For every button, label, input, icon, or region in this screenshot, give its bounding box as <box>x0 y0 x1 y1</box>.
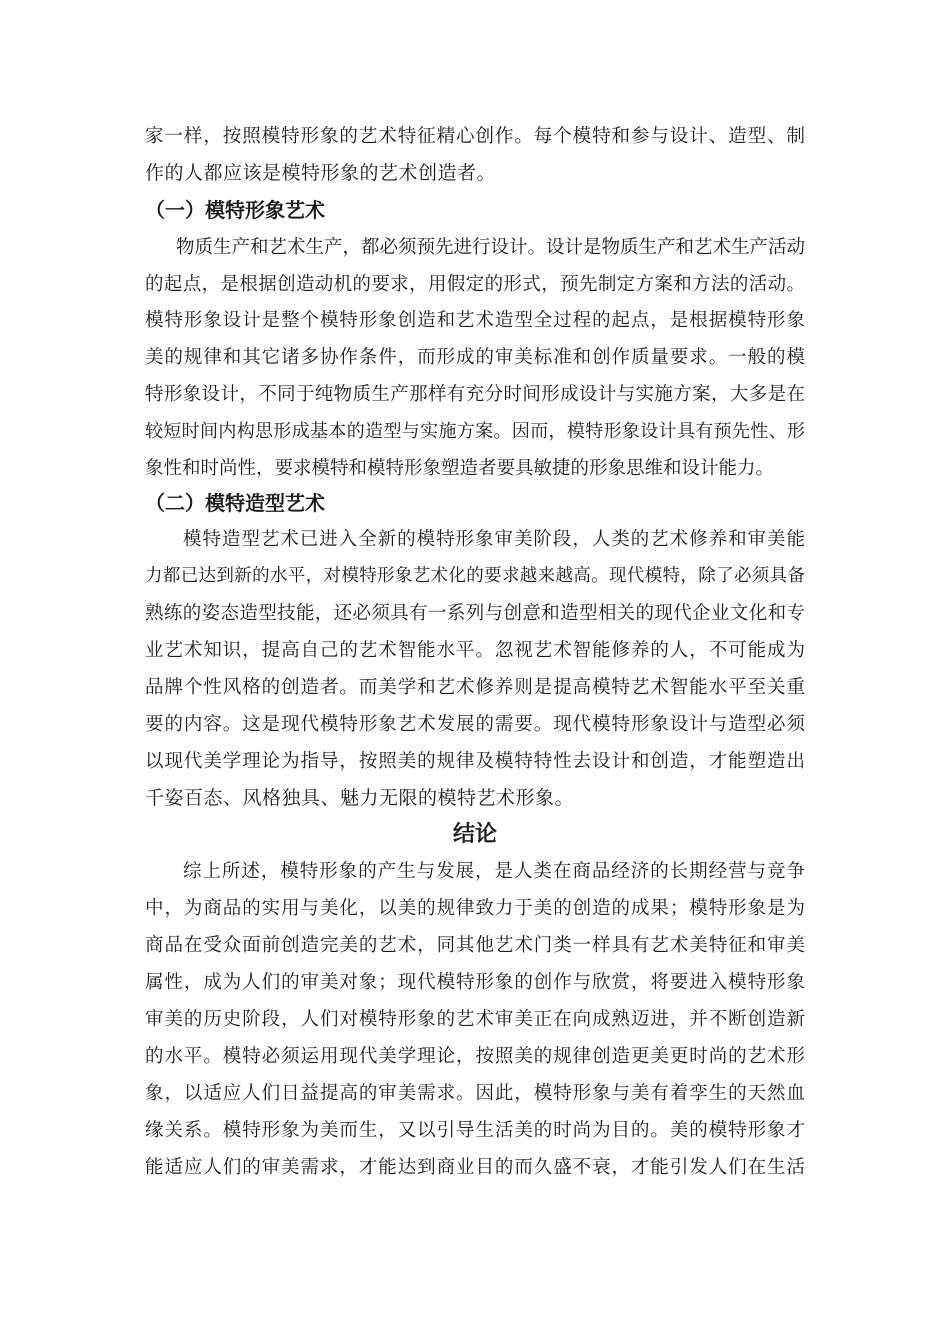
paragraph-line: 以现代美学理论为指导，按照美的规律及模特特性去设计和创造，才能塑造出 <box>145 751 805 772</box>
paragraph-line: 模特造型艺术已进入全新的模特形象审美阶段，人类的艺术修养和审美能 <box>183 529 805 550</box>
paragraph-line: 品牌个性风格的创造者。而美学和艺术修养则是提高模特艺术智能水平至关重 <box>145 677 805 698</box>
section-heading-2: （二）模特造型艺术 <box>145 491 325 515</box>
paragraph-line: 力都已达到新的水平，对模特形象艺术化的要求越来越高。现代模特，除了必须具备 <box>145 566 805 586</box>
paragraph-line: 美的规律和其它诸多协作条件，而形成的审美标准和创作质量要求。一般的模 <box>145 347 805 368</box>
paragraph-line: 千姿百态、风格独具、魅力无限的模特艺术形象。 <box>145 787 575 809</box>
paragraph-line: 物质生产和艺术生产，都必须预先进行设计。设计是物质生产和艺术生产活动 <box>176 237 805 258</box>
paragraph-line: 特形象设计，不同于纯物质生产那样有充分时间形成设计与实施方案，大多是在 <box>145 384 805 405</box>
paragraph-line: 的起点，是根据创造动机的要求，用假定的形式，预先制定方案和方法的活动。 <box>145 274 805 295</box>
paragraph-line: 商品在受众面前创造完美的艺术，同其他艺术门类一样具有艺术美特征和审美 <box>145 935 805 956</box>
paragraph-line: 较短时间内构思形成基本的造型与实施方案。因而，模特形象设计具有预先性、形 <box>145 421 805 442</box>
paragraph-line: 象性和时尚性，要求模特和模特形象塑造者要具敏捷的形象思维和设计能力。 <box>145 458 775 479</box>
paragraph-line: 中，为商品的实用与美化，以美的规律致力于美的创造的成果；模特形象是为 <box>145 898 805 919</box>
paragraph-line: 业艺术知识，提高自己的艺术智能水平。忽视艺术智能修养的人，不可能成为 <box>145 640 805 661</box>
section-heading-1: （一）模特形象艺术 <box>145 198 325 222</box>
paragraph-line: 要的内容。这是现代模特形象艺术发展的需要。现代模特形象设计与造型必须 <box>145 714 805 735</box>
intro-line: 作的人都应该是模特形象的艺术创造者。 <box>145 162 497 184</box>
paragraph-line: 属性，成为人们的审美对象；现代模特形象的创作与欣赏，将要进入模特形象 <box>145 972 805 993</box>
paragraph-line: 审美的历史阶段，人们对模特形象的艺术审美正在向成熟迈进，并不断创造新 <box>145 1009 805 1030</box>
paragraph-line: 模特形象设计是整个模特形象创造和艺术造型全过程的起点，是根据模特形象 <box>145 310 805 331</box>
paragraph-line: 的水平。模特必须运用现代美学理论，按照美的规律创造更美更时尚的艺术形 <box>145 1046 805 1067</box>
intro-line: 家一样，按照模特形象的艺术特征精心创作。每个模特和参与设计、造型、制 <box>145 126 805 147</box>
paragraph-line: 综上所述，模特形象的产生与发展，是人类在商品经济的长期经营与竞争 <box>183 861 805 882</box>
paragraph-line: 象，以适应人们日益提高的审美需求。因此，模特形象与美有着孪生的天然血 <box>145 1083 805 1104</box>
paragraph-line: 熟练的姿态造型技能，还必须具有一系列与创意和造型相关的现代企业文化和专 <box>145 603 805 624</box>
paragraph-line: 缘关系。模特形象为美而生，又以引导生活美的时尚为目的。美的模特形象才 <box>145 1120 805 1141</box>
paragraph-line: 能适应人们的审美需求，才能达到商业目的而久盛不衰，才能引发人们在生活 <box>145 1157 805 1178</box>
conclusion-title: 结论 <box>452 822 497 847</box>
